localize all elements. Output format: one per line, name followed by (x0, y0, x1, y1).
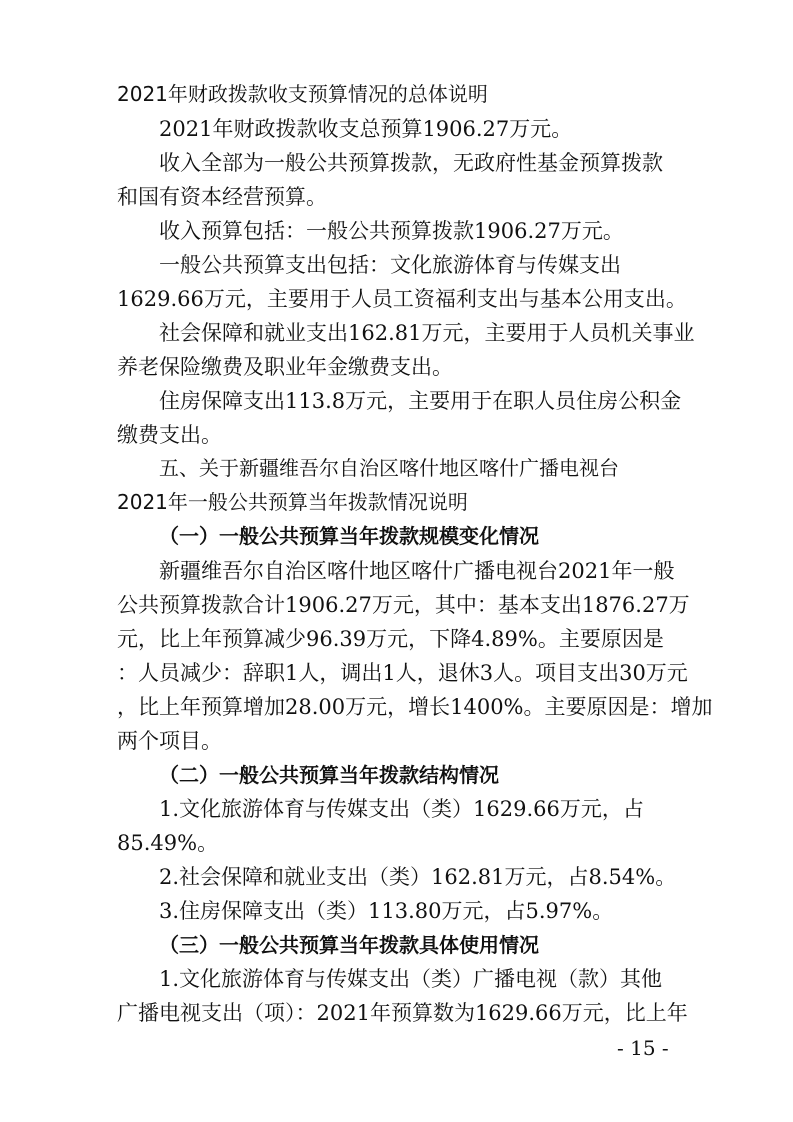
paragraph-line: 养老保险缴费及职业年金缴费支出。 (117, 355, 453, 379)
paragraph-line: 1.文化旅游体育与传媒支出（类）广播电视（款）其他 (159, 967, 663, 991)
subsection-heading: （二）一般公共预算当年拨款结构情况 (159, 763, 499, 787)
paragraph-line: 85.49%。 (117, 831, 219, 855)
paragraph-line: ，比上年预算增加28.00万元，增长1400%。主要原因是：增加 (117, 695, 713, 719)
paragraph-line: 元，比上年预算减少96.39万元，下降4.89%。主要原因是 (117, 627, 664, 651)
paragraph-line: 1.文化旅游体育与传媒支出（类）1629.66万元，占 (159, 797, 644, 821)
section-heading: 五、关于新疆维吾尔自治区喀什地区喀什广播电视台 (159, 456, 619, 480)
paragraph-line: 广播电视支出（项）：2021年预算数为1629.66万元，比上年 (117, 1001, 688, 1025)
subsection-heading: （一）一般公共预算当年拨款规模变化情况 (159, 524, 539, 548)
paragraph-line: 新疆维吾尔自治区喀什地区喀什广播电视台2021年一般 (159, 559, 675, 583)
paragraph-line: 1629.66万元，主要用于人员工资福利支出与基本公用支出。 (117, 287, 687, 311)
paragraph-line: 一般公共预算支出包括：文化旅游体育与传媒支出 (159, 253, 621, 277)
paragraph-line: ：人员减少：辞职1人，调出1人，退休3人。项目支出30万元 (117, 661, 688, 685)
section-heading: 2021年一般公共预算当年拨款情况说明 (117, 490, 468, 514)
paragraph-line: 收入预算包括：一般公共预算拨款1906.27万元。 (159, 219, 624, 243)
paragraph-line: 社会保障和就业支出162.81万元，主要用于人员机关事业 (159, 321, 695, 345)
paragraph-line: 2021年财政拨款收支总预算1906.27万元。 (159, 117, 573, 141)
paragraph-line: 3.住房保障支出（类）113.80万元，占5.97%。 (159, 899, 614, 923)
paragraph-line: 住房保障支出113.8万元，主要用于在职人员住房公积金 (159, 389, 682, 413)
paragraph-line: 缴费支出。 (117, 423, 222, 447)
paragraph-line: 收入全部为一般公共预算拨款，无政府性基金预算拨款 (159, 151, 663, 175)
paragraph-line: 公共预算拨款合计1906.27万元，其中：基本支出1876.27万 (117, 593, 690, 617)
page-number: - 15 - (617, 1036, 669, 1060)
heading-overall-budget: 2021年财政拨款收支预算情况的总体说明 (117, 82, 488, 106)
paragraph-line: 两个项目。 (117, 729, 222, 753)
paragraph-line: 2.社会保障和就业支出（类）162.81万元，占8.54%。 (159, 865, 677, 889)
subsection-heading: （三）一般公共预算当年拨款具体使用情况 (159, 933, 539, 957)
paragraph-line: 和国有资本经营预算。 (117, 185, 327, 209)
